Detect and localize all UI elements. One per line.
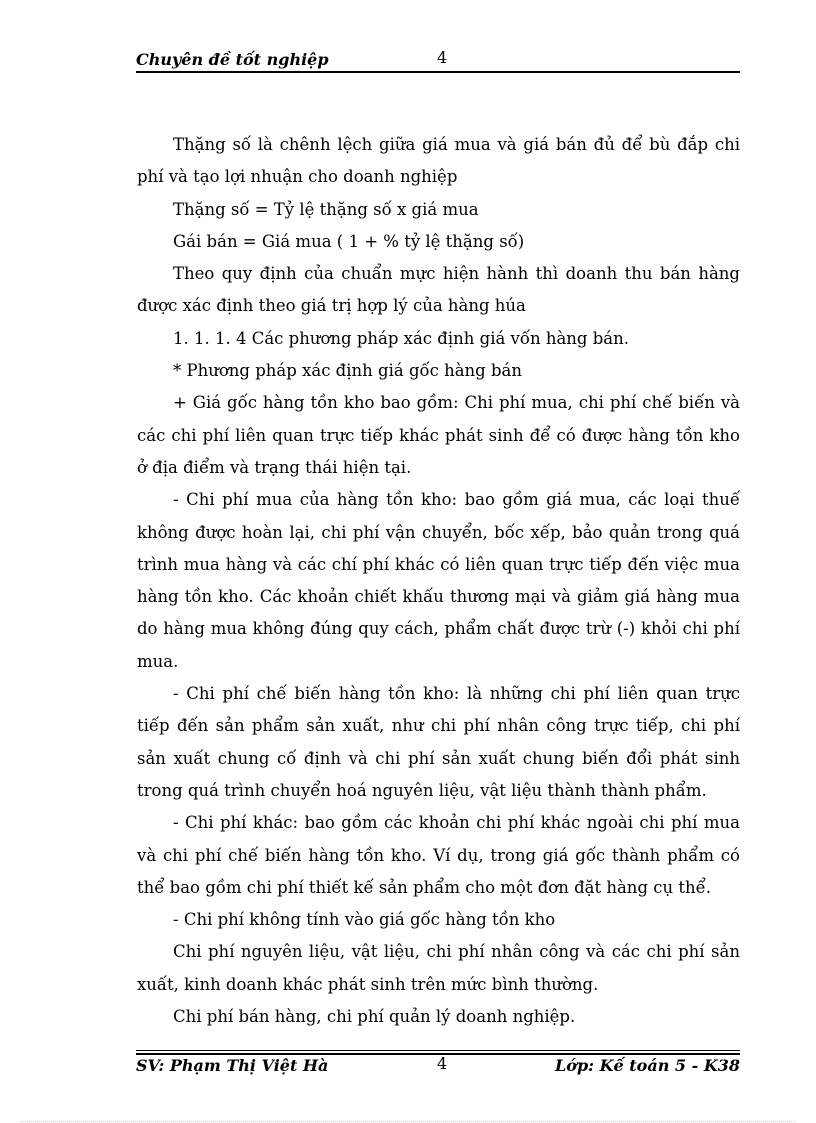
header-page-number: 4 (437, 48, 448, 67)
paragraph: Thặng số = Tỷ lệ thặng số x giá mua (173, 199, 479, 219)
paragraph: - Chi phí mua của hàng tồn kho: bao gồm giá mua, các loại thuế không được hoàn lại, chi phí vận chuyển, bốc xếp, bảo quản trong quá trình mua hàng và các chí phí khác có liên quan trực tiếp đến việc mua hàng tồn kho. Các khoản chiết khấu thương mại và giảm giá hàng mua do hàng mua không đúng quy cách, phẩm chất được trừ (-) khỏi chi phí mua. (137, 490, 740, 671)
paragraph: - Chi phí khác: bao gồm các khoản chi phí khác ngoài chi phí mua và chi phí chế biến hàng tồn kho. Ví dụ, trong giá gốc thành phẩm có thể bao gồm chi phí thiết kế sản phẩm cho một đơn đặt hàng cụ thể. (137, 813, 740, 897)
paragraph: * Phương pháp xác định giá gốc hàng bán (173, 361, 523, 381)
footer-page-number: 4 (437, 1054, 448, 1073)
section-heading: 1. 1. 1. 4 Các phương pháp xác định giá vốn hàng bán. (173, 328, 630, 348)
paragraph: Thặng số là chênh lệch giữa giá mua và giá bán đủ để bù đắp chi phí và tạo lợi nhuận cho doanh nghiệp (137, 135, 740, 187)
paragraph: + Giá gốc hàng tồn kho bao gồm: Chi phí mua, chi phí chế biến và các chi phí liên quan trực tiếp khác phát sinh để có được hàng tồn kho ở địa điểm và trạng thái hiện tại. (137, 393, 740, 477)
paragraph: - Chi phí chế biến hàng tồn kho: là những chi phí liên quan trực tiếp đến sản phẩm sản xuất, như chi phí nhân công trực tiếp, chi phí sản xuất chung cố định và chi phí sản xuất chung biến đổi phát sinh trong quá trình chuyển hoá nguyên liệu, vật liệu thành thành phẩm. (137, 684, 740, 800)
paragraph: Gái bán = Giá mua ( 1 + % tỷ lệ thặng số) (173, 231, 525, 251)
footer-divider (136, 1050, 740, 1051)
header-divider (136, 71, 740, 73)
paragraph: - Chi phí không tính vào giá gốc hàng tồn kho (173, 910, 556, 930)
footer-student: SV: Phạm Thị Việt Hà (136, 1056, 329, 1075)
page-footer (136, 1054, 740, 1078)
page-edge-divider (20, 1121, 796, 1122)
paragraph: Chi phí bán hàng, chi phí quản lý doanh nghiệp. (173, 1007, 576, 1027)
paragraph: Theo quy định của chuẩn mực hiện hành thì doanh thu bán hàng được xác định theo giá trị hợp lý của hàng húa (137, 264, 740, 316)
footer-class: Lớp: Kế toán 5 - K38 (555, 1056, 740, 1075)
paragraph: Chi phí nguyên liệu, vật liệu, chi phí nhân công và các chi phí sản xuất, kinh doanh khác phát sinh trên mức bình thường. (137, 942, 740, 994)
document-body (137, 129, 740, 1033)
page-header (136, 48, 740, 72)
header-title: Chuyên đề tốt nghiệp (136, 50, 329, 69)
